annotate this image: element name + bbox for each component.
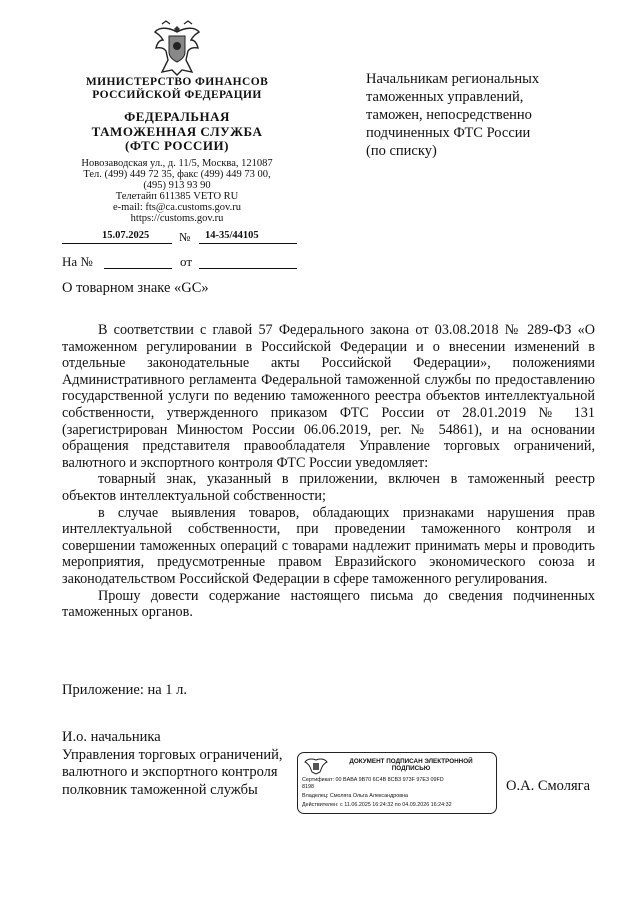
stamp-certificate-2: 8198 <box>302 783 314 790</box>
ot-label: от <box>180 254 193 269</box>
signatory-title <box>62 729 283 799</box>
stamp-owner: Владелец: Смоляга Ольга Александровна <box>302 793 409 799</box>
reg-number-field <box>199 230 297 244</box>
addressee-line-5: (по списку) <box>366 143 437 159</box>
website-line: https://customs.gov.ru <box>130 213 224 224</box>
signatory-line-4: полковник таможенной службы <box>62 781 258 798</box>
na-label: На № <box>62 254 93 269</box>
reg-number-sign: № <box>179 230 191 244</box>
stamp-title-line-2: ПОДПИСЬЮ <box>391 765 431 772</box>
body-paragraph-3: в случае выявления товаров, обладающих признаками нарушения прав интеллектуальной собственности, при проведении таможенного контроля и совершении таможенных операций с товарами надлежит принимать меры и проводить мероприятия, предусмотренные правом Евразийского экономического союза и законодательством Российской Федерации в сфере таможенного регулирования. <box>62 504 595 587</box>
stamp-title <box>336 758 486 772</box>
signatory-line-1: И.о. начальника <box>62 729 161 745</box>
coat-of-arms-emblem <box>152 20 202 76</box>
signer-name: О.А. Смоляга <box>506 778 591 794</box>
body-paragraph-4: Прошу довести содержание настоящего письма до сведения подчиненных таможенных органов. <box>62 587 595 621</box>
addressee-line-4: подчиненных ФТС России <box>366 125 531 141</box>
body-paragraph-1: В соответствии с главой 57 Федерального закона от 03.08.2018 № 289-ФЗ «О таможенном регулировании в Российской Федерации и о внесении изменений в отдельные законодательные акты Российской Федерации», положениями Административного регламента Федеральной таможенной службы по предоставлению государственной услуги по ведению таможенного реестра объектов интеллектуальной собственности, утвержденного приказом ФТС России от 28.01.2019 № 131 (зарегистрирован Минюстом России 06.06.2019, рег. № 54861), и на основании обращения представителя правообладателя Управление торговых ограничений, валютного и экспортного контроля ФТС России уведомляет: <box>62 322 595 471</box>
ministry-line-2: РОССИЙСКОЙ ФЕДЕРАЦИИ <box>92 89 262 101</box>
ministry-line-1: МИНИСТЕРСТВО ФИНАНСОВ <box>85 76 269 88</box>
electronic-signature-stamp <box>297 752 497 814</box>
signatory-line-2: Управления торговых ограничений, <box>62 746 283 763</box>
service-line-1: ФЕДЕРАЛЬНАЯ <box>124 109 230 124</box>
stamp-title-line-1: ДОКУМЕНТ ПОДПИСАН ЭЛЕКТРОННОЙ <box>349 758 473 765</box>
service-line-2: ТАМОЖЕННАЯ СЛУЖБА <box>91 123 263 139</box>
ministry-name <box>60 76 294 102</box>
reg-date-field <box>62 230 172 244</box>
telex-line: Телетайп 611385 VETO RU <box>115 191 239 202</box>
contact-block <box>60 158 294 224</box>
ot-date-field <box>199 254 297 269</box>
registration-line <box>62 230 302 246</box>
na-number-field <box>104 254 172 269</box>
addressee-line-2: таможенных управлений, <box>366 89 524 105</box>
phone-line: Тел. (499) 449 72 35, факс (499) 449 73 00, <box>83 169 271 180</box>
addressee-line-1: Начальникам региональных <box>366 71 540 87</box>
signature-emblem-icon <box>304 758 328 775</box>
phone-line-2: (495) 913 93 90 <box>143 180 211 191</box>
attachment-note: Приложение: на 1 л. <box>62 682 188 698</box>
address-line: Новозаводская ул., д. 11/5, Москва, 121087 <box>81 158 273 169</box>
body-paragraph-2: товарный знак, указанный в приложении, включен в таможенный реестр объектов интеллектуальной собственности; <box>62 471 595 504</box>
stamp-validity: Действителен: с 11.06.2025 16:24:32 по 04.09.2026 16:24:32 <box>302 802 452 808</box>
stamp-certificate: Сертификат: 00 BABA 9B70 6C4B 8CB3 973F 97E3 09FD <box>302 777 444 783</box>
reg-date: 15.07.2025 <box>102 230 150 241</box>
addressee-block <box>366 70 596 160</box>
letter-body <box>62 322 595 621</box>
service-line-3: (ФТС РОССИИ) <box>125 138 229 153</box>
reg-number: 14-35/44105 <box>205 230 259 241</box>
reply-to-line <box>62 254 302 270</box>
service-name <box>60 110 294 154</box>
email-line: e-mail: fts@ca.customs.gov.ru <box>113 202 241 213</box>
subject-line: О товарном знаке «GC» <box>62 280 209 296</box>
addressee-line-3: таможен, непосредственно <box>366 107 532 123</box>
signatory-line-3: валютного и экспортного контроля <box>62 764 278 780</box>
